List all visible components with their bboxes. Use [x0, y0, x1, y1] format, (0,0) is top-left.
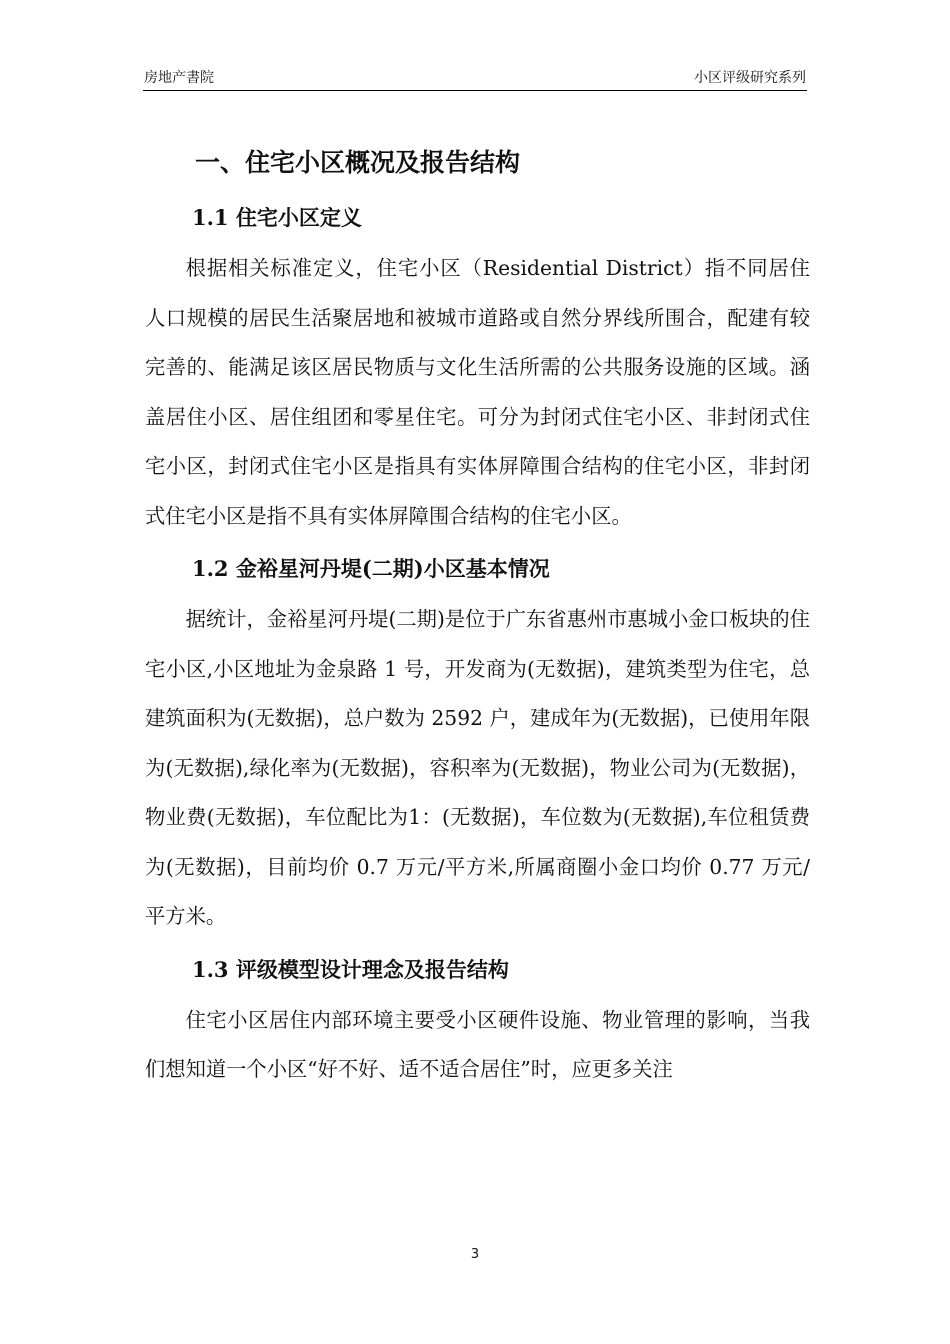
- subsection-heading-1-2: 1.2 金裕星河丹堤(二期)小区基本情况: [192, 556, 550, 581]
- paragraph-basic-info: 据统计，金裕星河丹堤(二期)是位于广东省惠州市惠城小金口板块的住宅小区,小区地址为金泉路 1 号，开发商为(无数据)，建筑类型为住宅，总建筑面积为(无数据)，总户数为 2592 户，建成年为(无数据)，已使用年限为(无数据),绿化率为(无数据)，容积率为(无数据)，物业公司为(无数据)，物业费(无数据)，车位配比为1：(无数据)，车位数为(无数据),车位租赁费为(无数据)，目前均价 0.7 万元/平方米,所属商圈小金口均价 0.77 万元/平方米。: [145, 607, 810, 928]
- subsection-heading-1-3: 1.3 评级模型设计理念及报告结构: [192, 956, 509, 982]
- page-number: 3: [470, 1247, 480, 1262]
- page-content: [145, 140, 810, 1095]
- subsection-heading-1-1: 1.1 住宅小区定义: [192, 205, 362, 230]
- section-title: 一、住宅小区概况及报告结构: [195, 148, 521, 177]
- header-series: 小区评级研究系列: [694, 70, 806, 86]
- page-header: [143, 66, 807, 91]
- header-publisher: 房地产書院: [144, 70, 214, 86]
- paragraph-model-concept: 住宅小区居住内部环境主要受小区硬件设施、物业管理的影响，当我们想知道一个小区“好不好、适不适合居住”时，应更多关注: [145, 1007, 810, 1081]
- paragraph-definition: 根据相关标准定义，住宅小区（Residential District）指不同居住人口规模的居民生活聚居地和被城市道路或自然分界线所围合，配建有较完善的、能满足该区居民物质与文化生活所需的公共服务设施的区域。涵盖居住小区、居住组团和零星住宅。可分为封闭式住宅小区、非封闭式住宅小区，封闭式住宅小区是指具有实体屏障围合结构的住宅小区，非封闭式住宅小区是指不具有实体屏障围合结构的住宅小区。: [145, 256, 810, 528]
